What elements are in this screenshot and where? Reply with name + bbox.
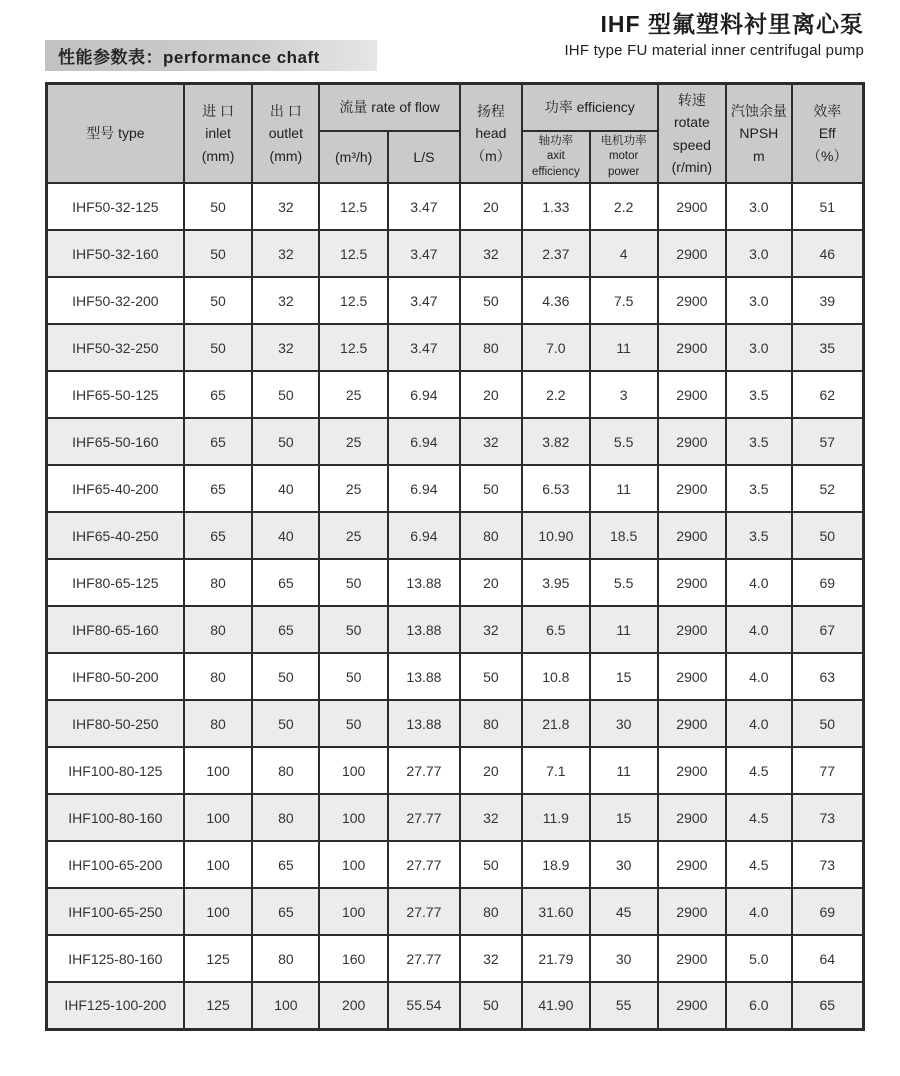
value-cell: 200 [319,982,388,1029]
value-cell: 7.1 [522,747,590,794]
value-cell: 50 [792,700,864,747]
value-cell: 4.5 [726,747,791,794]
value-cell: 100 [184,794,253,841]
value-cell: 50 [184,230,253,277]
value-cell: 50 [252,700,319,747]
value-cell: 27.77 [388,935,460,982]
table-row [47,371,864,418]
table-row [47,888,864,935]
value-cell: 2900 [658,794,727,841]
value-cell: 10.8 [522,653,590,700]
header-line: 汽蚀余量 [730,102,787,119]
model-cell: IHF80-50-200 [47,653,184,700]
value-cell: 39 [792,277,864,324]
header-line: 进 口 [202,102,234,119]
table-row [47,982,864,1029]
value-cell: 3.47 [388,230,460,277]
value-cell: 80 [460,512,522,559]
value-cell: 4.0 [726,559,791,606]
value-cell: 25 [319,371,388,418]
value-cell: 2900 [658,371,727,418]
model-cell: IHF50-32-200 [47,277,184,324]
value-cell: 50 [319,653,388,700]
value-cell: 2900 [658,700,727,747]
value-cell: 4.0 [726,606,791,653]
value-cell: 51 [792,183,864,230]
table-row [47,935,864,982]
value-cell: 25 [319,512,388,559]
value-cell: 80 [252,935,319,982]
value-cell: 3.0 [726,324,791,371]
value-cell: 13.88 [388,700,460,747]
value-cell: 32 [460,606,522,653]
value-cell: 80 [252,794,319,841]
table-row [47,841,864,888]
value-cell: 50 [319,606,388,653]
value-cell: 69 [792,888,864,935]
value-cell: 5.5 [590,559,658,606]
value-cell: 65 [252,606,319,653]
value-cell: 100 [319,841,388,888]
value-cell: 100 [319,747,388,794]
header-line: head [475,125,507,142]
value-cell: 4 [590,230,658,277]
table-row [47,653,864,700]
value-cell: 12.5 [319,230,388,277]
value-cell: 2900 [658,277,727,324]
value-cell: 160 [319,935,388,982]
value-cell: 50 [460,841,522,888]
value-cell: 32 [460,794,522,841]
value-cell: 100 [184,841,253,888]
value-cell: 50 [460,465,522,512]
value-cell: 50 [319,700,388,747]
header-npsh [726,84,791,184]
value-cell: 3.47 [388,183,460,230]
value-cell: 65 [184,371,253,418]
table-row [47,277,864,324]
value-cell: 32 [252,324,319,371]
performance-parameter-table [45,82,865,1031]
value-cell: 3.0 [726,230,791,277]
header-line: (mm) [201,147,235,164]
value-cell: 11.9 [522,794,590,841]
table-row [47,512,864,559]
value-cell: 73 [792,794,864,841]
header-shaft-power [522,131,590,184]
header-line: 轴功率 [538,134,574,147]
value-cell: 50 [184,277,253,324]
document-title-block [564,6,864,59]
model-cell: IHF100-65-200 [47,841,184,888]
value-cell: 2900 [658,982,727,1029]
value-cell: 125 [184,982,253,1029]
value-cell: 69 [792,559,864,606]
value-cell: 80 [252,747,319,794]
header-eff [792,84,864,184]
value-cell: 6.5 [522,606,590,653]
table-header [47,84,864,184]
value-cell: 3.5 [726,465,791,512]
value-cell: 64 [792,935,864,982]
value-cell: 2.2 [590,183,658,230]
value-cell: 41.90 [522,982,590,1029]
value-cell: 80 [184,559,253,606]
value-cell: 80 [184,653,253,700]
value-cell: 50 [792,512,864,559]
model-cell: IHF100-80-160 [47,794,184,841]
value-cell: 11 [590,324,658,371]
value-cell: 18.5 [590,512,658,559]
value-cell: 10.90 [522,512,590,559]
value-cell: 3 [590,371,658,418]
value-cell: 6.94 [388,465,460,512]
value-cell: 46 [792,230,864,277]
value-cell: 3.5 [726,418,791,465]
value-cell: 2900 [658,841,727,888]
header-efficiency-group [522,84,658,131]
header-line: 扬程 [476,102,505,119]
value-cell: 50 [460,982,522,1029]
header-line: rotate speed [672,114,711,153]
value-cell: 30 [590,700,658,747]
header-model-type [47,84,184,184]
value-cell: 80 [460,888,522,935]
value-cell: 50 [252,653,319,700]
value-cell: 65 [184,512,253,559]
value-cell: 100 [184,888,253,935]
value-cell: 35 [792,324,864,371]
model-cell: IHF50-32-160 [47,230,184,277]
value-cell: 12.5 [319,324,388,371]
value-cell: 80 [460,700,522,747]
value-cell: 55.54 [388,982,460,1029]
value-cell: 2.37 [522,230,590,277]
table-row [47,465,864,512]
value-cell: 100 [319,888,388,935]
value-cell: 52 [792,465,864,512]
header-flow-ls [388,131,460,184]
value-cell: 100 [319,794,388,841]
value-cell: 4.36 [522,277,590,324]
header-line: （m） [471,147,511,164]
value-cell: 27.77 [388,888,460,935]
value-cell: 25 [319,418,388,465]
value-cell: 27.77 [388,747,460,794]
value-cell: 2900 [658,653,727,700]
value-cell: 3.82 [522,418,590,465]
value-cell: 2900 [658,230,727,277]
table-row [47,747,864,794]
value-cell: 21.79 [522,935,590,982]
value-cell: 2900 [658,324,727,371]
value-cell: 12.5 [319,183,388,230]
value-cell: 11 [590,465,658,512]
value-cell: 2900 [658,559,727,606]
value-cell: 57 [792,418,864,465]
model-cell: IHF50-32-125 [47,183,184,230]
value-cell: 32 [252,230,319,277]
value-cell: 11 [590,606,658,653]
value-cell: 20 [460,183,522,230]
value-cell: 2900 [658,606,727,653]
table-row [47,183,864,230]
value-cell: 2.2 [522,371,590,418]
value-cell: 27.77 [388,794,460,841]
model-cell: IHF65-50-125 [47,371,184,418]
value-cell: 13.88 [388,653,460,700]
header-line: （%） [807,147,848,164]
value-cell: 100 [184,747,253,794]
header-motor-power [590,131,658,184]
value-cell: 20 [460,371,522,418]
header-rotate-speed [658,84,727,184]
value-cell: 50 [252,418,319,465]
value-cell: 3.0 [726,277,791,324]
value-cell: 6.94 [388,512,460,559]
document-title-chinese: IHF 型氟塑料衬里离心泵 [600,11,864,37]
value-cell: 3.0 [726,183,791,230]
header-rate-of-flow-group [319,84,460,131]
header-line: axit efficiency [531,150,580,178]
value-cell: 40 [252,512,319,559]
value-cell: 21.8 [522,700,590,747]
value-cell: 27.77 [388,841,460,888]
model-cell: IHF80-65-160 [47,606,184,653]
value-cell: 80 [184,606,253,653]
value-cell: 4.5 [726,841,791,888]
header-line: 转速 [677,91,706,108]
value-cell: 12.5 [319,277,388,324]
header-flow-m3h [319,131,388,184]
model-cell: IHF65-40-200 [47,465,184,512]
model-cell: IHF80-65-125 [47,559,184,606]
header-line: 功率 efficiency [544,99,635,116]
value-cell: 65 [184,418,253,465]
value-cell: 32 [252,183,319,230]
header-line: motor power [607,150,640,178]
value-cell: 2900 [658,418,727,465]
value-cell: 50 [319,559,388,606]
table-row [47,324,864,371]
value-cell: 11 [590,747,658,794]
value-cell: 50 [184,324,253,371]
header-line: 电机功率 [600,134,647,147]
value-cell: 13.88 [388,559,460,606]
value-cell: 3.47 [388,324,460,371]
header-line: 效率 [813,102,842,119]
value-cell: 2900 [658,183,727,230]
value-cell: 2900 [658,888,727,935]
value-cell: 65 [792,982,864,1029]
header-line: 型号 type [86,125,145,142]
table-row [47,794,864,841]
value-cell: 50 [460,277,522,324]
value-cell: 50 [460,653,522,700]
value-cell: 80 [460,324,522,371]
value-cell: 80 [184,700,253,747]
value-cell: 32 [460,418,522,465]
value-cell: 2900 [658,747,727,794]
value-cell: 3.95 [522,559,590,606]
value-cell: 6.94 [388,371,460,418]
value-cell: 6.0 [726,982,791,1029]
model-cell: IHF125-100-200 [47,982,184,1029]
value-cell: 6.53 [522,465,590,512]
value-cell: 32 [460,230,522,277]
value-cell: 32 [252,277,319,324]
value-cell: 4.0 [726,653,791,700]
value-cell: 7.0 [522,324,590,371]
table-row [47,418,864,465]
value-cell: 100 [252,982,319,1029]
header-line: NPSH [739,125,779,142]
header-line: (m³/h) [335,148,373,165]
value-cell: 65 [252,841,319,888]
value-cell: 4.0 [726,888,791,935]
value-cell: 31.60 [522,888,590,935]
header-row-1 [47,84,864,131]
value-cell: 32 [460,935,522,982]
value-cell: 65 [252,888,319,935]
value-cell: 20 [460,559,522,606]
header-inlet [184,84,253,184]
value-cell: 30 [590,935,658,982]
value-cell: 2900 [658,512,727,559]
value-cell: 5.5 [590,418,658,465]
value-cell: 45 [590,888,658,935]
value-cell: 50 [252,371,319,418]
value-cell: 67 [792,606,864,653]
value-cell: 62 [792,371,864,418]
value-cell: 55 [590,982,658,1029]
value-cell: 1.33 [522,183,590,230]
value-cell: 125 [184,935,253,982]
value-cell: 3.47 [388,277,460,324]
table-row [47,700,864,747]
value-cell: 30 [590,841,658,888]
value-cell: 65 [184,465,253,512]
header-line: 出 口 [269,102,302,119]
header-line: m [753,147,765,164]
value-cell: 50 [184,183,253,230]
value-cell: 6.94 [388,418,460,465]
model-cell: IHF80-50-250 [47,700,184,747]
value-cell: 73 [792,841,864,888]
table-body [47,183,864,1029]
header-line: (mm) [269,147,303,164]
document-title-english: IHF type FU material inner centrifugal pump [564,42,864,59]
header-line: inlet [205,125,231,142]
value-cell: 2900 [658,935,727,982]
table-row [47,606,864,653]
value-cell: 5.0 [726,935,791,982]
value-cell: 3.5 [726,371,791,418]
model-cell: IHF100-65-250 [47,888,184,935]
value-cell: 3.5 [726,512,791,559]
header-line: Eff [818,125,836,142]
value-cell: 20 [460,747,522,794]
value-cell: 77 [792,747,864,794]
model-cell: IHF125-80-160 [47,935,184,982]
table-row [47,559,864,606]
value-cell: 63 [792,653,864,700]
header-head [460,84,522,184]
model-cell: IHF65-40-250 [47,512,184,559]
header-outlet [252,84,319,184]
header-line: L/S [413,148,435,165]
value-cell: 7.5 [590,277,658,324]
value-cell: 40 [252,465,319,512]
value-cell: 15 [590,794,658,841]
section-label-bar [45,40,377,71]
value-cell: 18.9 [522,841,590,888]
value-cell: 4.5 [726,794,791,841]
header-line: 流量 rate of flow [339,99,440,116]
header-line: (r/min) [671,158,713,175]
model-cell: IHF65-50-160 [47,418,184,465]
table-row [47,230,864,277]
value-cell: 65 [252,559,319,606]
model-cell: IHF100-80-125 [47,747,184,794]
value-cell: 25 [319,465,388,512]
model-cell: IHF50-32-250 [47,324,184,371]
section-label: 性能参数表：performance chaft [58,48,320,67]
header-line: outlet [268,125,303,142]
value-cell: 4.0 [726,700,791,747]
value-cell: 15 [590,653,658,700]
value-cell: 13.88 [388,606,460,653]
value-cell: 2900 [658,465,727,512]
